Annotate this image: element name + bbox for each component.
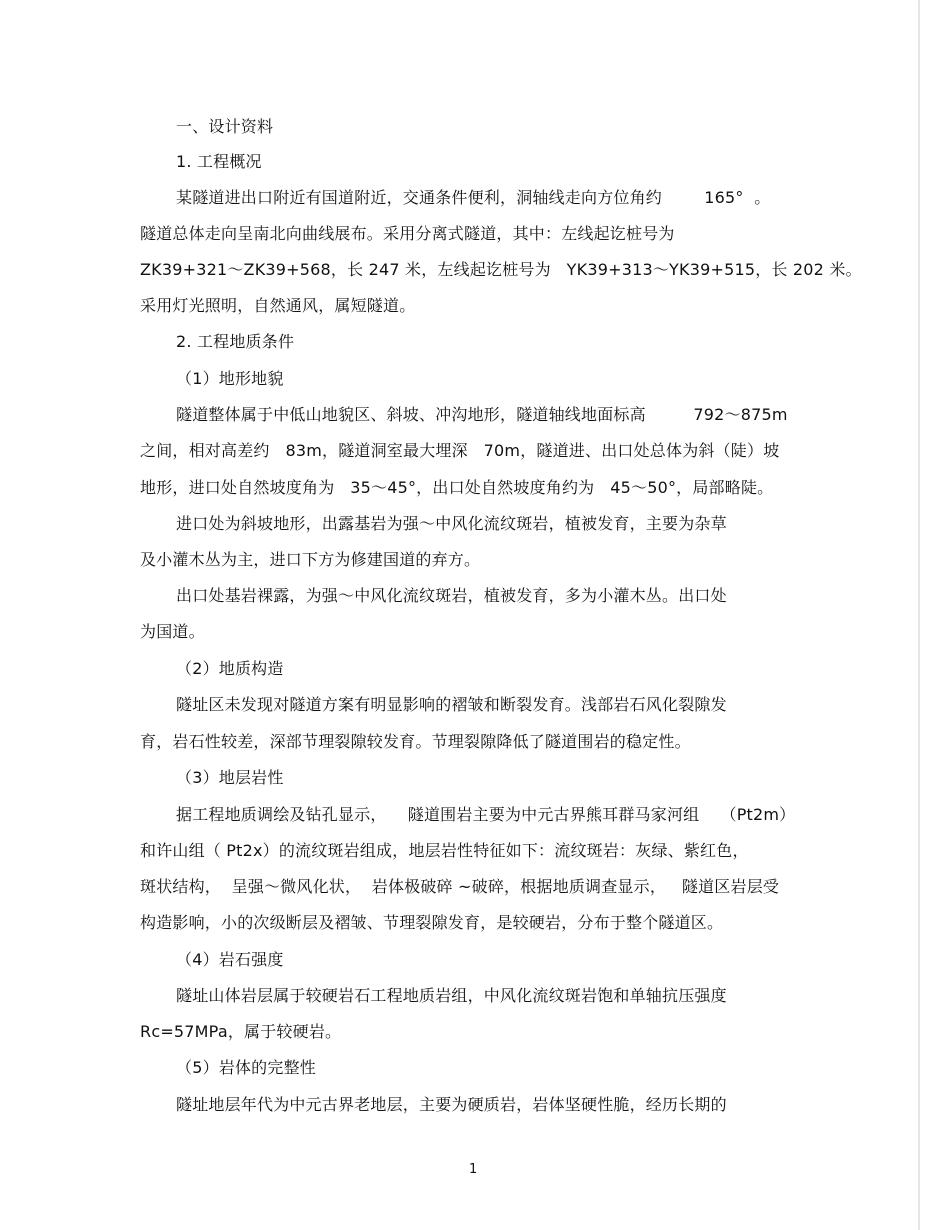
paragraph-line: 隧道总体走向呈南北向曲线展布。采用分离式隧道，其中：左线起讫桩号为	[140, 224, 675, 243]
paragraph-line: 出口处基岩裸露，为强～中风化流纹斑岩，植被发育，多为小灌木丛。出口处	[176, 586, 727, 605]
subsection-heading: 1. 工程概况	[176, 152, 262, 171]
paragraph-line: 采用灯光照明，自然通风，属短隧道。	[140, 296, 416, 315]
item-heading: （2）地质构造	[176, 659, 284, 678]
paragraph-line: 隧道整体属于中低山地貌区、斜坡、冲沟地形，隧道轴线地面标高 792～875m	[176, 405, 788, 424]
paragraph-line: 隧址山体岩层属于较硬岩石工程地质岩组，中风化流纹斑岩饱和单轴抗压强度	[176, 986, 727, 1005]
item-heading: （4）岩石强度	[176, 950, 284, 969]
paragraph-line: 为国道。	[140, 622, 205, 641]
paragraph-line: 进口处为斜坡地形，出露基岩为强～中风化流纹斑岩，植被发育，主要为杂草	[176, 514, 727, 533]
paragraph-line: 育，岩石性较差，深部节理裂隙较发育。节理裂隙降低了隧道围岩的稳定性。	[140, 732, 691, 751]
paragraph-line: ZK39+321～ZK39+568，长 247 米，左线起讫桩号为 YK39+313～YK39+515，长 202 米。	[140, 260, 862, 279]
page-number: 1	[469, 1162, 478, 1177]
paragraph-line: 地形，进口处自然坡度角为 35～45°，出口处自然坡度角约为 45～50°，局部略陡。	[140, 478, 774, 497]
paragraph-line: 据工程地质调绘及钻孔显示， 隧道围岩主要为中元古界熊耳群马家河组 （Pt2m）	[176, 805, 796, 824]
paragraph-line: 构造影响，小的次级断层及褶皱、节理裂隙发育，是较硬岩，分布于整个隧道区。	[140, 913, 724, 932]
item-heading: （1）地形地貌	[176, 369, 284, 388]
paragraph-line: 隧址地层年代为中元古界老地层，主要为硬质岩，岩体坚硬性脆，经历长期的	[176, 1095, 727, 1114]
item-heading: （3）地层岩性	[176, 768, 284, 787]
paragraph-line: 及小灌木丛为主，进口下方为修建国道的弃方。	[140, 550, 481, 569]
paragraph-line: 之间，相对高差约 83m，隧道洞室最大埋深 70m，隧道进、出口处总体为斜（陡）坡	[140, 441, 780, 460]
paragraph-line: 和许山组（ Pt2x）的流纹斑岩组成，地层岩性特征如下：流纹斑岩：灰绿、紫红色，	[140, 841, 749, 860]
paragraph-line: 某隧道进出口附近有国道附近，交通条件便利，洞轴线走向方位角约 165° 。	[176, 188, 771, 207]
item-heading: （5）岩体的完整性	[176, 1058, 316, 1077]
page-edge-divider	[918, 0, 920, 1230]
section-heading: 一、设计资料	[176, 117, 274, 136]
paragraph-line: 斑状结构， 呈强～微风化状， 岩体极破碎 ~破碎，根据地质调查显示， 隧道区岩层受	[140, 877, 780, 896]
paragraph-line: 隧址区未发现对隧道方案有明显影响的褶皱和断裂发育。浅部岩石风化裂隙发	[176, 695, 727, 714]
paragraph-line: Rc=57MPa，属于较硬岩。	[140, 1022, 342, 1041]
subsection-heading: 2. 工程地质条件	[176, 332, 295, 351]
